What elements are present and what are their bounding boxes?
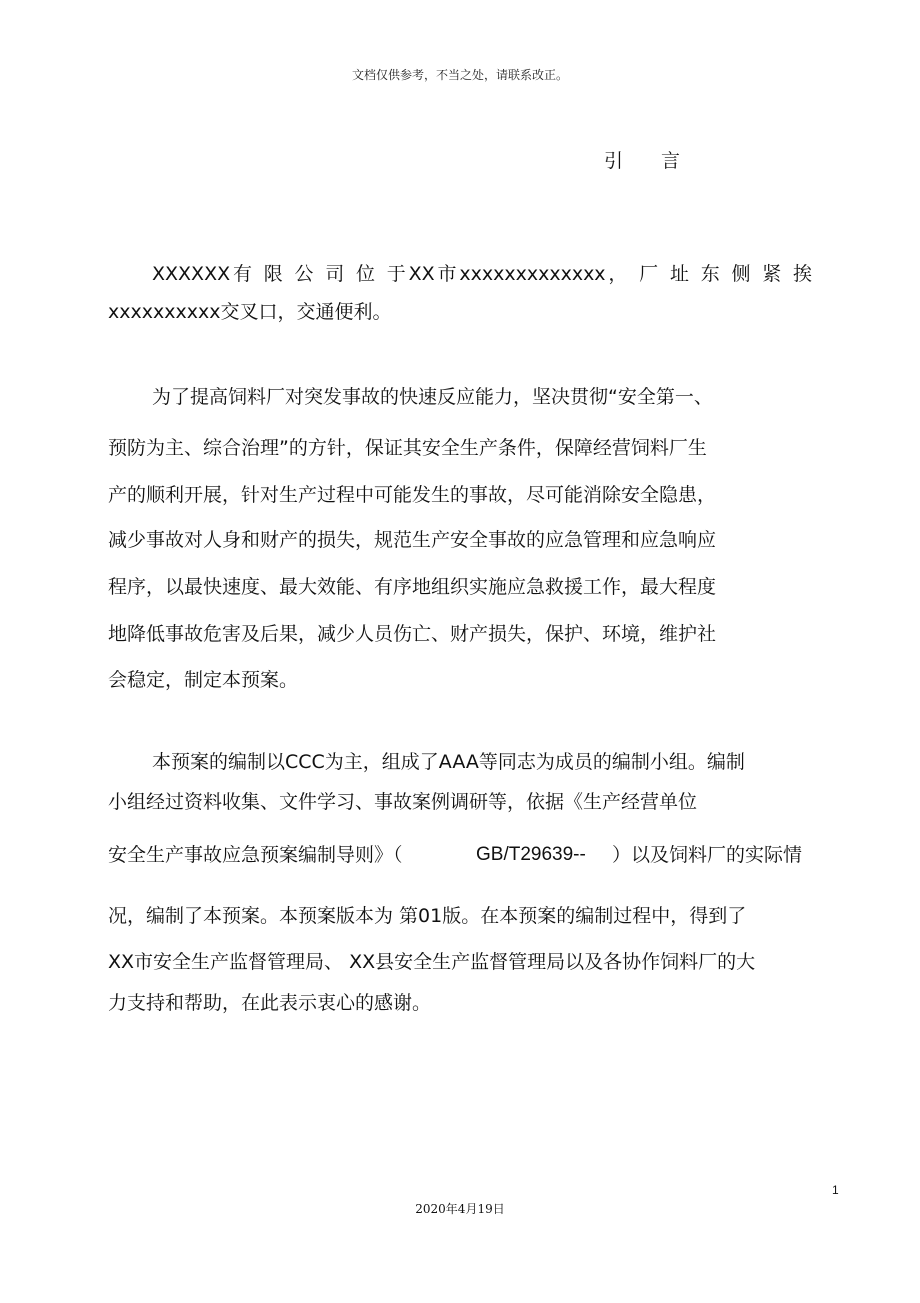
paragraph-2-line-6: 地降低事故危害及后果，减少人员伤亡、财产损失，保护、环境，维护社 [108,623,717,645]
paragraph-3-line-5: XX市安全生产监督管理局、 XX县安全生产监督管理局以及各协作饲料厂的大 [108,951,756,973]
paragraph-1-line-1: XXXXXX有 限 公 司 位 于XX市xxxxxxxxxxxxx， 厂 址 东 侧 紧 挨 [152,263,812,285]
paragraph-3-line-4: 况，编制了本预案。本预案版本为 第01版。在本预案的编制过程中，得到了 [108,905,747,927]
page-title: 引言 [604,150,719,172]
paragraph-2-line-2: 预防为主、综合治理”的方针，保证其安全生产条件，保障经营饲料厂生 [108,437,707,459]
paragraph-2-line-5: 程序，以最快速度、最大效能、有序地组织实施应急救援工作，最大程度 [108,576,717,598]
paragraph-2-line-3: 产的顺利开展，针对生产过程中可能发生的事故，尽可能消除安全隐患， [108,484,717,506]
paragraph-2-line-1: 为了提高饲料厂对突发事故的快速反应能力，坚决贯彻“安全第一、 [152,386,713,408]
paragraph-2-line-4: 减少事故对人身和财产的损失，规范生产安全事故的应急管理和应急响应 [108,529,717,551]
paragraph-3-line-3a: 安全生产事故应急预案编制导则》（ [108,844,403,866]
page-number: 1 [832,1183,839,1197]
header-note: 文档仅供参考，不当之处，请联系改正。 [351,68,568,82]
paragraph-1-line-2: xxxxxxxxxx交叉口，交通便利。 [108,301,392,323]
paragraph-3-line-1: 本预案的编制以CCC为主，组成了AAA等同志为成员的编制小组。编制 [152,751,745,773]
paragraph-3-line-2: 小组经过资料收集、文件学习、事故案例调研等，依据《生产经营单位 [108,791,698,813]
paragraph-3-line-3b: ）以及饲料厂的实际情 [612,844,803,866]
footer-date: 2020年4月19日 [415,1202,505,1216]
paragraph-3-line-6: 力支持和帮助，在此表示衷心的感谢。 [108,992,432,1014]
paragraph-2-line-7: 会稳定，制定本预案。 [108,669,299,691]
standard-code: GB/T29639-- [476,844,586,865]
